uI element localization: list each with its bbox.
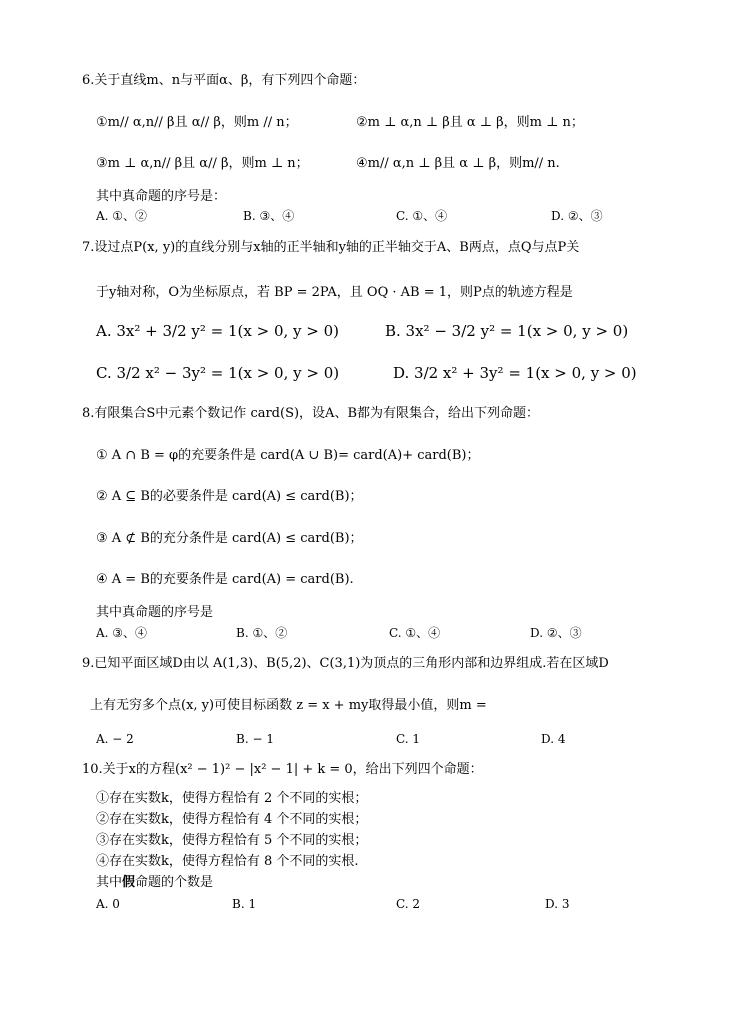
q10-option-b: B. 1: [232, 897, 257, 911]
q10-option-d: D. 3: [545, 897, 570, 911]
q8-statement-3: ③ A ⊄ B的充分条件是 card(A) ≤ card(B)；: [96, 531, 363, 546]
q10-stem: 10.关于x的方程(x² − 1)² − |x² − 1| + k = 0，给出下列四个命题：: [82, 762, 483, 777]
q8-option-d: D. ②、③: [530, 626, 582, 640]
q10-statement-3: ③存在实数k，使得方程恰有 5 个不同的实根；: [96, 833, 368, 848]
q10-option-c: C. 2: [396, 897, 421, 911]
q7-option-a: A. 3x² + 3/2 y² = 1(x > 0, y > 0): [96, 322, 340, 340]
q8-statement-4: ④ A = B的充要条件是 card(A) = card(B).: [96, 572, 354, 587]
q6-statement-2: ②m ⊥ α,n ⊥ β且 α ⊥ β，则m ⊥ n；: [356, 115, 584, 130]
q8-option-a: A. ③、④: [96, 626, 148, 640]
q9-stem-line-1: 9.已知平面区域D由以 A(1,3)、B(5,2)、C(3,1)为顶点的三角形内部和边界组成.若在区域D: [82, 656, 609, 671]
q8-option-b: B. ①、②: [236, 626, 288, 640]
q6-option-a: A. ①、②: [96, 209, 148, 223]
q6-option-d: D. ②、③: [551, 209, 603, 223]
q8-option-c: C. ①、④: [389, 626, 441, 640]
q9-option-d: D. 4: [541, 732, 566, 746]
q10-statement-4: ④存在实数k，使得方程恰有 8 个不同的实根.: [96, 854, 359, 869]
q6-stem: 6.关于直线m、n与平面α、β，有下列四个命题：: [82, 73, 366, 88]
q10-option-a: A. 0: [96, 897, 120, 911]
q8-stem: 8.有限集合S中元素个数记作 card(S)，设A、B都为有限集合，给出下列命题：: [82, 406, 539, 421]
q7-option-d: D. 3/2 x² + 3y² = 1(x > 0, y > 0): [393, 364, 637, 382]
q6-option-b: B. ③、④: [243, 209, 295, 223]
q9-option-a: A. − 2: [96, 732, 134, 746]
q10-statement-2: ②存在实数k，使得方程恰有 4 个不同的实根；: [96, 812, 368, 827]
q7-option-c: C. 3/2 x² − 3y² = 1(x > 0, y > 0): [96, 364, 340, 382]
q6-statement-1: ①m// α,n// β且 α// β，则m // n；: [96, 115, 298, 130]
q10-question-emphasis: 假: [122, 875, 136, 890]
q8-question: 其中真命题的序号是: [96, 605, 214, 620]
q8-statement-1: ① A ∩ B = φ的充要条件是 card(A ∪ B)= card(A)+ card(B)；: [96, 448, 480, 463]
q9-option-c: C. 1: [396, 732, 421, 746]
q6-question: 其中真命题的序号是：: [96, 189, 227, 204]
q10-statement-1: ①存在实数k，使得方程恰有 2 个不同的实根；: [96, 791, 368, 806]
q10-question-suffix: 命题的个数是: [135, 875, 214, 890]
q6-statement-3: ③m ⊥ α,n// β且 α// β，则m ⊥ n；: [96, 156, 309, 171]
q6-statement-4: ④m// α,n ⊥ β且 α ⊥ β，则m// n.: [356, 156, 560, 171]
q7-stem-line-1: 7.设过点P(x, y)的直线分别与x轴的正半轴和y轴的正半轴交于A、B两点，点Q与点P关: [82, 240, 580, 255]
q7-stem-line-2: 于y轴对称，O为坐标原点，若 BP = 2PA，且 OQ · AB = 1，则P点的轨迹方程是: [96, 285, 573, 300]
q8-statement-2: ② A ⊆ B的必要条件是 card(A) ≤ card(B)；: [96, 489, 363, 504]
q10-question: [96, 874, 213, 892]
q9-stem-line-2: 上有无穷多个点(x, y)可使目标函数 z = x + my取得最小值，则m =: [90, 698, 487, 713]
q6-option-c: C. ①、④: [396, 209, 448, 223]
q10-question-prefix: 其中: [96, 875, 123, 890]
q7-option-b: B. 3x² − 3/2 y² = 1(x > 0, y > 0): [385, 322, 629, 340]
q9-option-b: B. − 1: [236, 732, 274, 746]
